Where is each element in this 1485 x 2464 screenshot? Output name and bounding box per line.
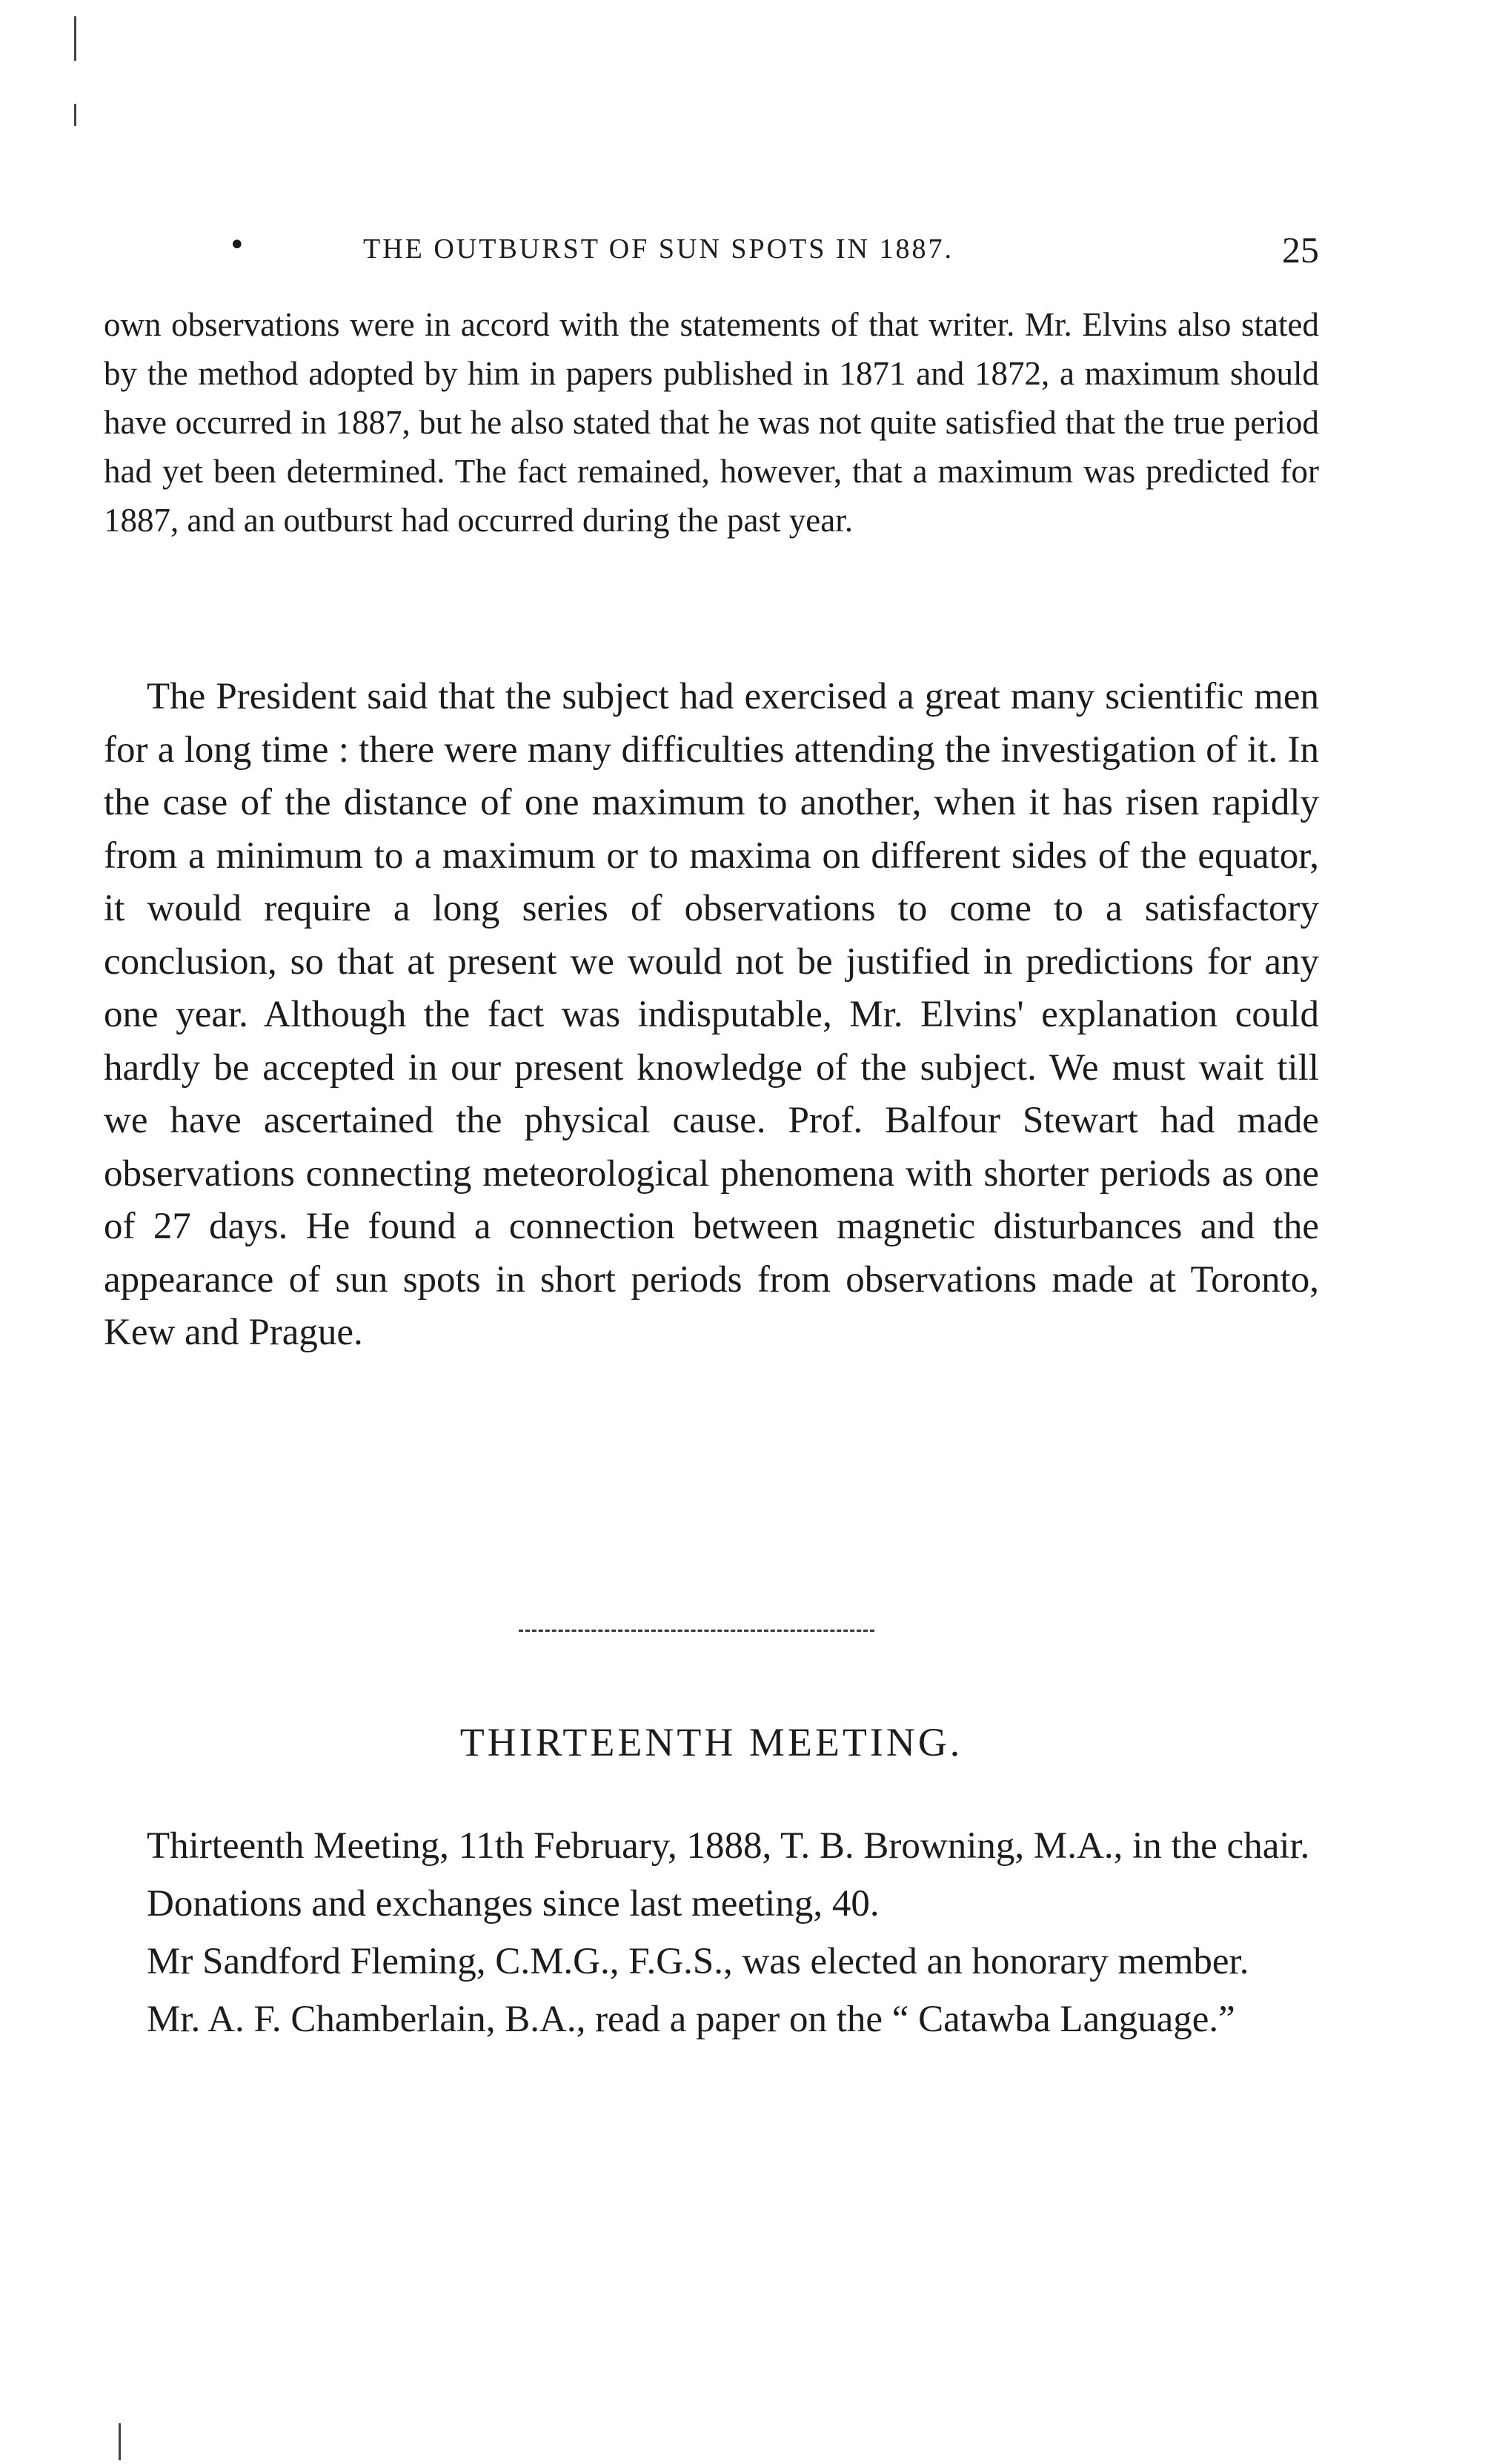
margin-speck bbox=[74, 104, 76, 126]
meeting-minutes bbox=[104, 1819, 1319, 2050]
minutes-entry-chair: Thirteenth Meeting, 11th February, 1888, T. B. Browning, M.A., in the chair. bbox=[147, 1825, 1310, 1867]
running-header bbox=[104, 222, 1319, 274]
minutes-entry-election: Mr Sandford Fleming, C.M.G., F.G.S., was elected an honorary member. bbox=[147, 1941, 1249, 1982]
meeting-heading: THIRTEENTH MEETING. bbox=[459, 1720, 963, 1764]
header-bullet: • bbox=[228, 228, 246, 262]
section-divider bbox=[519, 1630, 874, 1632]
minutes-entry-paper: Mr. A. F. Chamberlain, B.A., read a paper on the “ Catawba Language.” bbox=[147, 1999, 1235, 2040]
margin-speck bbox=[119, 2423, 121, 2460]
president-paragraph: The President said that the subject had exercised a great many scientific men for a long time : there were many difficulties attending the investigation of it. In the case of the distance of one maximum to another, when it has risen rapidly from a minimum to a maximum or to maxima on different sides of the equator, it would require a long series of observations to come to a satisfactory conclusion, so that at present we would not be justified in predictions for any one year. Although the fact was indisputable, Mr. Elvins' explanation could hardly be accepted in our present knowledge of the subject. We must wait till we have ascertained the physical cause. Prof. Balfour Stewart had made observations connecting meteorological phenomena with shorter periods as one of 27 days. He found a connection between magnetic disturbances and the appearance of sun spots in short periods from observations made at Toronto, Kew and Prague. bbox=[104, 676, 1319, 1353]
continued-paragraph-block bbox=[104, 300, 1319, 545]
running-title: THE OUTBURST OF SUN SPOTS IN 1887. bbox=[363, 233, 954, 265]
continued-paragraph: own observations were in accord with the statements of that writer. Mr. Elvins also stated by the method adopted by him in papers published in 1871 and 1872, a maximum should have occurred in 1887, but he also stated that he was not quite satisfied that the true period had yet been determined. The fact remained, however, that a maximum was predicted for 1887, and an outburst had occurred during the past year. bbox=[104, 306, 1319, 539]
president-remarks-block bbox=[104, 671, 1319, 1360]
minutes-entry-donations: Donations and exchanges since last meeting, 40. bbox=[147, 1883, 880, 1925]
margin-speck bbox=[74, 16, 76, 61]
page-number: 25 bbox=[1282, 229, 1319, 270]
